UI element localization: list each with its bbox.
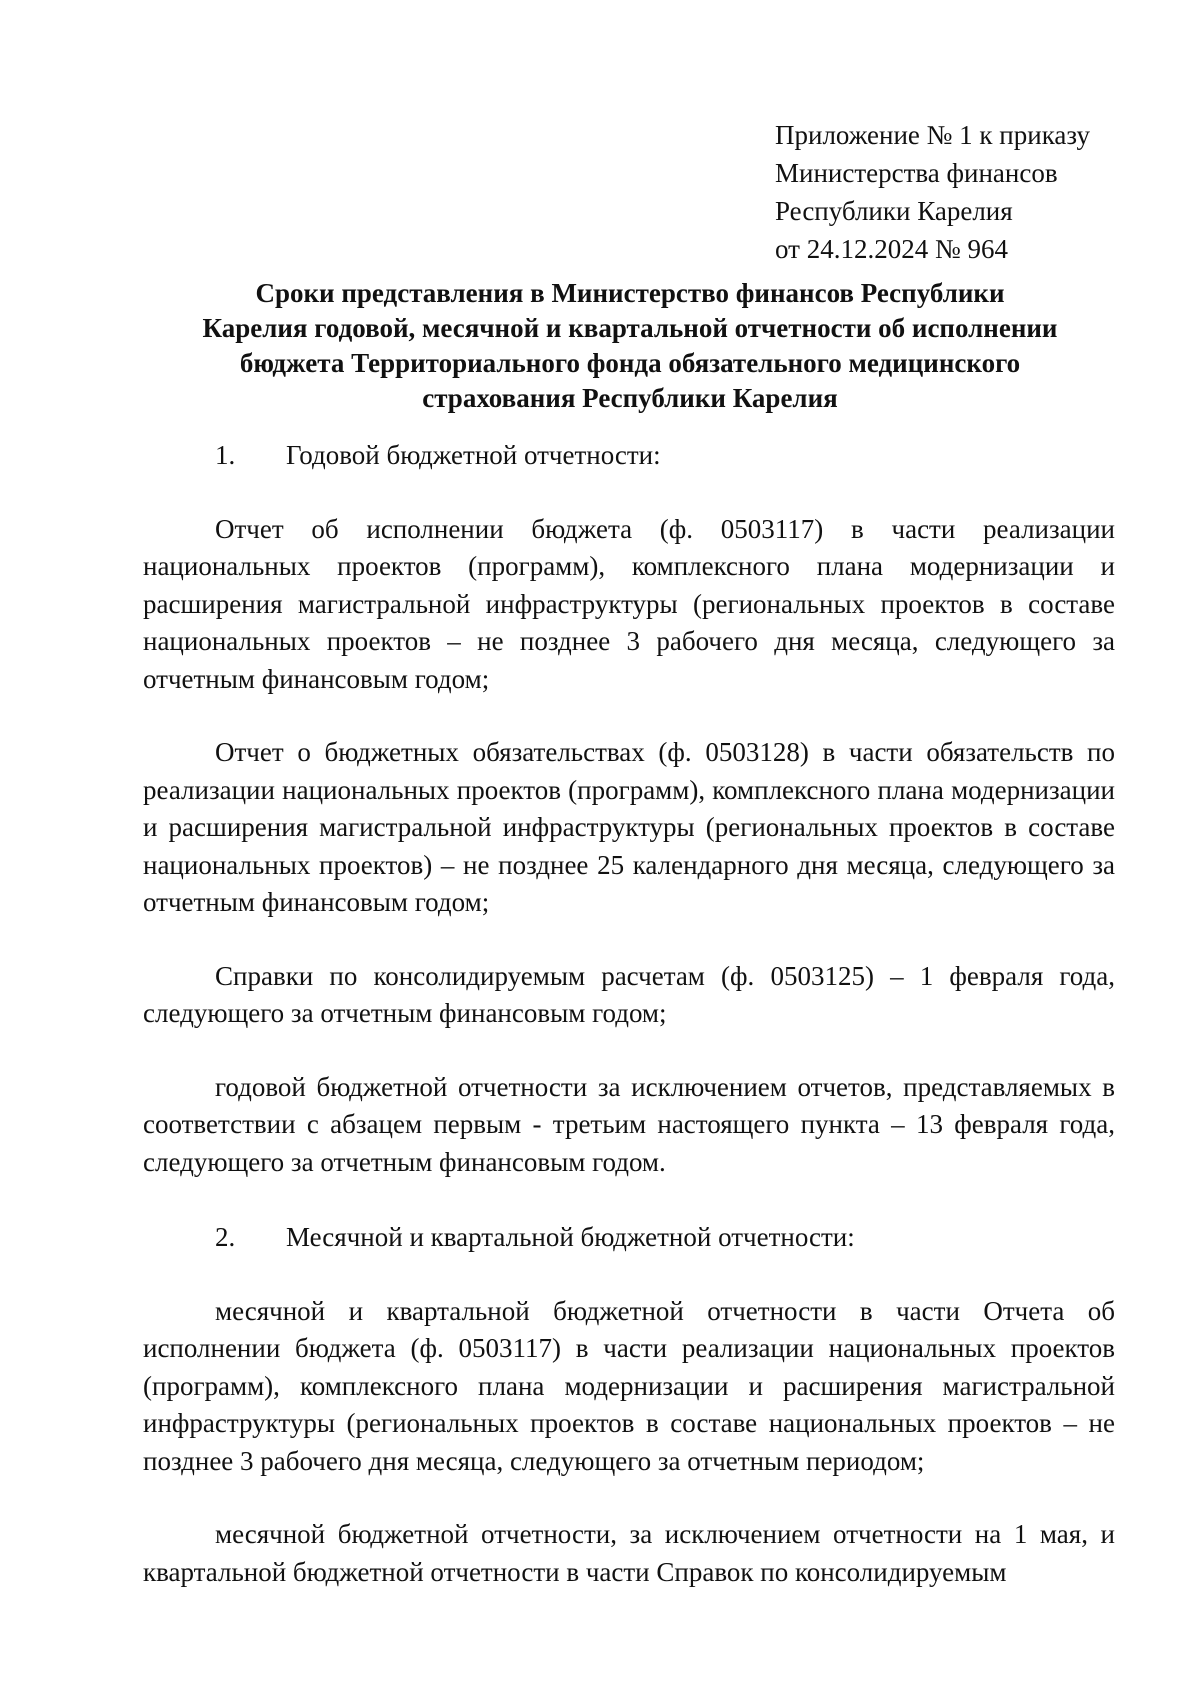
appendix-line: от 24.12.2024 № 964 xyxy=(775,234,1008,264)
appendix-line: Республики Карелия xyxy=(775,196,1013,226)
document-title xyxy=(140,276,1120,416)
title-line: страхования Республики Карелия xyxy=(422,383,838,413)
section-heading-2 xyxy=(143,1219,1115,1257)
appendix-reference xyxy=(775,116,1155,268)
title-line: Сроки представления в Министерство финансов Республики xyxy=(255,278,1005,308)
appendix-line: Министерства финансов xyxy=(775,158,1058,188)
document-body xyxy=(143,437,1115,1627)
paragraph: Справки по консолидируемым расчетам (ф. 0503125) – 1 февраля года, следующего за отчетным финансовым годом; xyxy=(143,960,1115,1028)
title-line: бюджета Территориального фонда обязательного медицинского xyxy=(239,348,1021,378)
section-heading-1 xyxy=(143,437,1115,475)
paragraph: годовой бюджетной отчетности за исключением отчетов, представляемых в соответствии с абзацем первым - третьим настоящего пункта – 13 февраля года, следующего за отчетным финансовым годом. xyxy=(143,1071,1115,1177)
section-heading-text: Месячной и квартальной бюджетной отчетности: xyxy=(286,1222,855,1252)
appendix-line: Приложение № 1 к приказу xyxy=(775,120,1090,150)
title-line: Карелия годовой, месячной и квартальной отчетности об исполнении xyxy=(202,313,1058,343)
paragraph: месячной и квартальной бюджетной отчетности в части Отчета об исполнении бюджета (ф. 0503117) в части реализации национальных проектов (программ), комплексного плана модернизации и расширения магистральной инфраструктуры (региональных проектов в составе национальных проектов – не позднее 3 рабочего дня месяца, следующего за отчетным периодом; xyxy=(143,1295,1115,1476)
paragraph: Отчет об исполнении бюджета (ф. 0503117) в части реализации национальных проектов (программ), комплексного плана модернизации и расширения магистральной инфраструктуры (региональных проектов в составе национальных проектов – не позднее 3 рабочего дня месяца, следующего за отчетным финансовым годом; xyxy=(143,513,1115,694)
section-heading-text: Годовой бюджетной отчетности: xyxy=(286,440,661,470)
paragraph: месячной бюджетной отчетности, за исключением отчетности на 1 мая, и квартальной бюджетной отчетности в части Справок по консолидируемым xyxy=(143,1519,1115,1587)
section-number: 2. xyxy=(215,1222,236,1252)
paragraph: Отчет о бюджетных обязательствах (ф. 0503128) в части обязательств по реализации национальных проектов (программ), комплексного плана модернизации и расширения магистральной инфраструктуры (региональных проектов в составе национальных проектов) – не позднее 25 календарного дня месяца, следующего за отчетным финансовым годом; xyxy=(143,737,1115,917)
section-number: 1. xyxy=(215,440,236,470)
